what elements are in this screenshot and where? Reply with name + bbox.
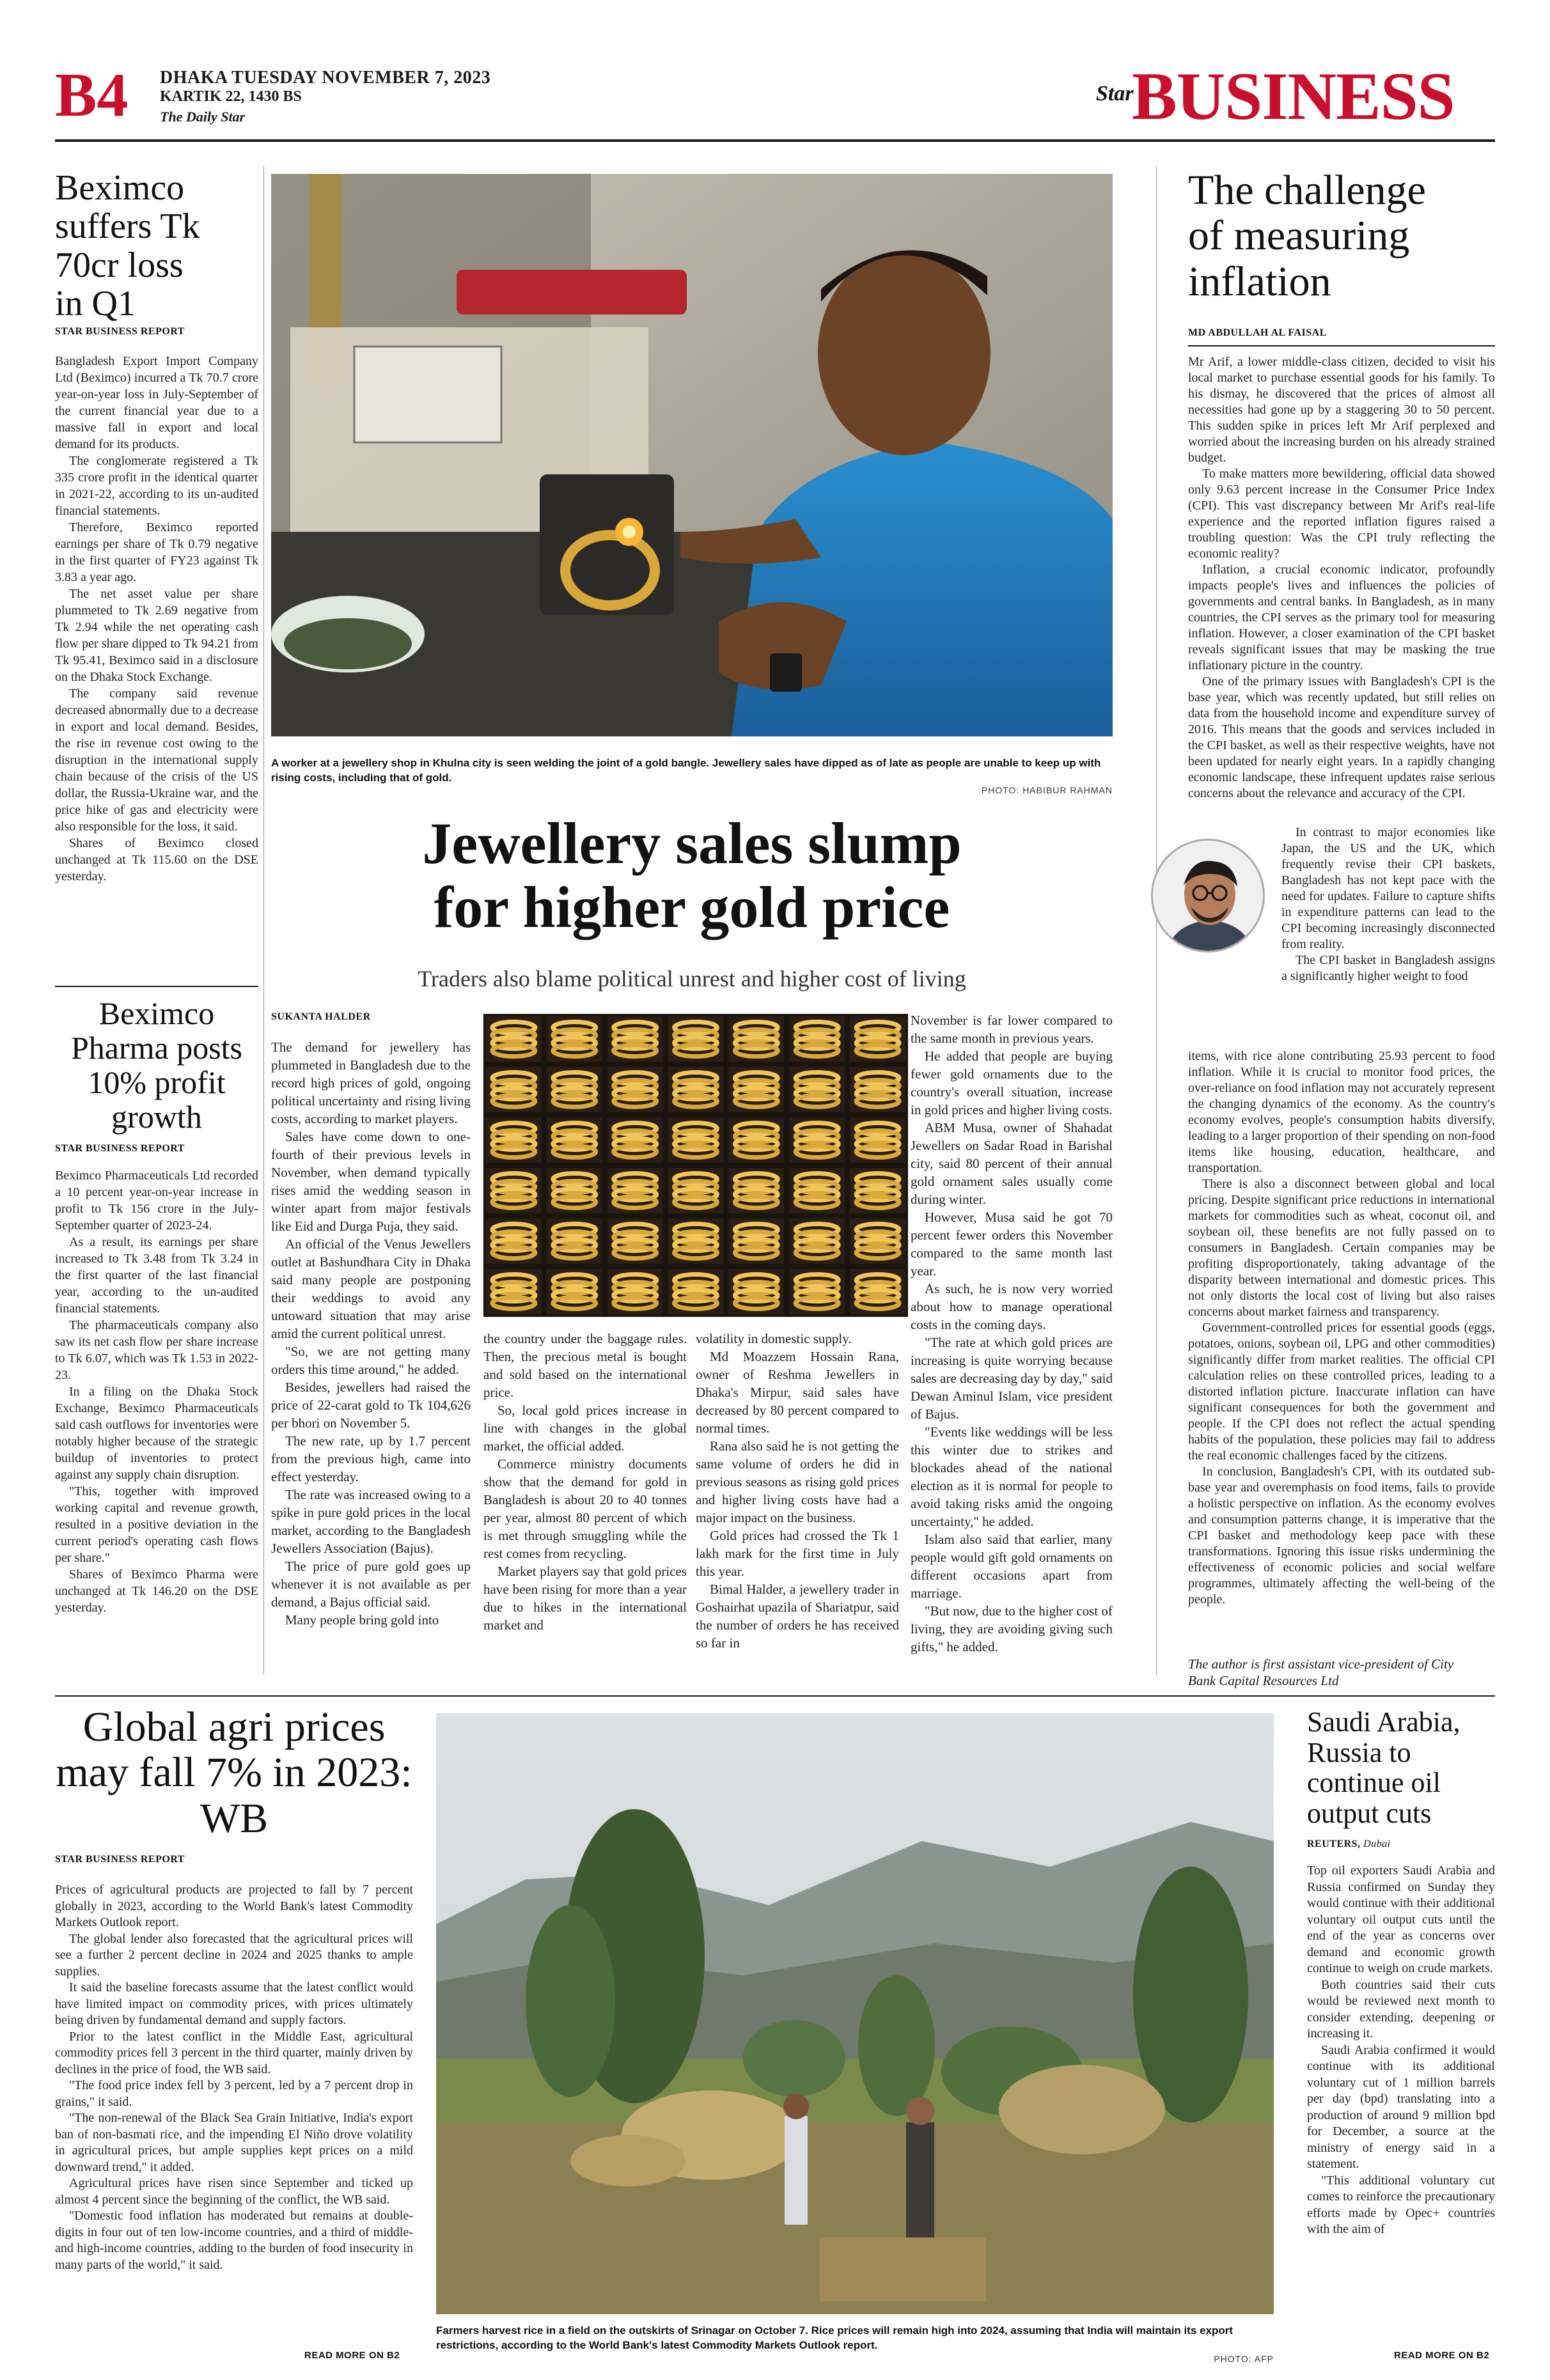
agri-read-more[interactable]: READ MORE ON B2 (304, 2350, 400, 2361)
bangle-stack (789, 1269, 845, 1314)
bangle-stack (486, 1218, 542, 1264)
bangle-stack (850, 1168, 905, 1213)
bangle-stack (547, 1168, 602, 1213)
paragraph: November is far lower compared to the same month in previous years. (911, 1013, 1113, 1046)
paragraph: "The rate at which gold prices are increasing is quite worrying because sales are decreasing day by day," said Dewan Aminul Islam, vice president of Bajus. (911, 1335, 1113, 1422)
paragraph: Inflation, a crucial economic indicator, profoundly impacts people's lives and influences the policies of governments and central banks. In Bangladesh, as in many countries, the CPI serves as the primary tool for measuring inflation. However, a closer examination of the CPI basket reveals significant issues that may be masking the true inflationary picture in the country. (1188, 563, 1495, 673)
bangle-stack (728, 1067, 784, 1112)
section-rule (55, 1695, 1495, 1697)
paragraph: As such, he is now very worried about how to manage operational costs in the coming days. (911, 1281, 1113, 1332)
bangle-stack (486, 1168, 542, 1213)
paragraph: Rana also said he is not getting the same volume of orders he did in previous seasons as rising gold prices and higher living costs have had a major impact on the business. (696, 1438, 899, 1525)
jewellery-col2 (483, 1330, 687, 1634)
bangle-stack (850, 1218, 905, 1264)
bangle-stack (668, 1168, 724, 1213)
dateline: DHAKA TUESDAY NOVEMBER 7, 2023 (160, 68, 491, 88)
bangle-stack (607, 1269, 663, 1314)
masthead-rule (55, 139, 1495, 142)
paragraph: The demand for jewellery has plummeted in Bangladesh due to the record high prices of gold, ongoing political uncertainty and rising living costs, according to market players. (271, 1039, 471, 1126)
paragraph: Many people bring gold into (285, 1612, 439, 1628)
paragraph: In conclusion, Bangladesh's CPI, with its outdated sub-base year and overemphasis on food items, fails to provide a holistic perspective on inflation. As the economy evolves and consumption patterns change, it is imperative that the CPI basket and methodology keep pace with these transformations. Ignoring this issue risks undermining the effectiveness of economic policies and social welfare programmes, ultimately affecting the well-being of the people. (1188, 1465, 1495, 1606)
author-portrait (1153, 841, 1265, 953)
jewellery-headline-line1: Jewellery sales slump (422, 811, 962, 876)
rice-harvest-photo (436, 1713, 1274, 2314)
bangle-stack (668, 1117, 724, 1163)
bangle-stack (850, 1067, 905, 1112)
bangle-stack (728, 1269, 784, 1314)
pharma-headline: Beximco Pharma posts 10% profit growth (70, 995, 243, 1135)
paragraph: ABM Musa, owner of Shahadat Jewellers on Sadar Road in Barishal city, said 80 percent of their annual gold ornament sales usually come during winter. (911, 1120, 1113, 1207)
paragraph: "Domestic food inflation has moderated but remains at double-digits in four out of ten low-income countries, and a third of middle- and high-income countries, adding to the burden of food insecurity in many parts of the world," it said. (55, 2209, 413, 2272)
bangle-stack (668, 1016, 724, 1062)
gold-bangles-photo (483, 1014, 908, 1317)
page-label: B4 (55, 61, 129, 130)
paragraph: Islam also said that earlier, many people would gift gold ornaments on different occasions apart from marriage. (911, 1532, 1113, 1601)
bangle-stack (728, 1117, 784, 1163)
jewellery-photo-caption: A worker at a jewellery shop in Khulna city is seen welding the joint of a gold bangle. Jewellery sales have dipped as of late as people are unable to keep up with rising costs, including that of gold. (271, 757, 1101, 784)
paragraph: One of the primary issues with Bangladesh's CPI is the base year, which was recently updated, but still relies on data from the household income and expenditure survey of 2016. This means that the goods and services included in the CPI basket, as well as their respective weights, have not been updated for nearly eight years. In a rapidly changing economic landscape, these infrequent updates raise serious concerns about the relevance and accuracy of the CPI. (1188, 674, 1495, 800)
harvest-photo-credit: PHOTO: AFP (1214, 2354, 1274, 2364)
bangle-stack (789, 1117, 845, 1163)
star-logo: Star (1096, 82, 1134, 105)
bangle-stack (789, 1218, 845, 1264)
bangle-stack (668, 1067, 724, 1112)
beximco-body (55, 353, 258, 885)
paragraph: Top oil exporters Saudi Arabia and Russia confirmed on Sunday they would continue with their additional voluntary oil output cuts until the end of the year as concerns over demand and economic growth continue to weigh on crude markets. (1307, 1863, 1495, 1975)
inflation-body-wrap (1281, 825, 1495, 984)
bangle-stack (607, 1067, 663, 1112)
bangle-stack (607, 1218, 663, 1264)
paragraph: In contrast to major economies like Japan, the US and the UK, which frequently revise their CPI baskets, Bangladesh has not kept pace with the need for updates. Failure to capture shifts in expenditure patterns can lead to the CPI becoming increasingly disconnected from reality. (1281, 825, 1495, 951)
bangle-stack (547, 1016, 602, 1062)
paragraph: The company said revenue decreased abnormally due to a decrease in export and local demand. Besides, the rise in revenue cost owing to the disruption in the international supply chain because of the crisis of the US dollar, the Russia-Ukraine war, and the price hike of gas and electricity were also responsible for the loss, it said. (55, 687, 258, 834)
paragraph: Besides, jewellers had raised the price of 22-carat gold to Tk 104,626 per bhori on November 5. (271, 1380, 471, 1431)
paper-name: The Daily Star (160, 109, 246, 125)
paragraph: "So, we are not getting many orders this time around," he added. (271, 1344, 471, 1377)
paragraph: An official of the Venus Jewellers outlet at Bashundhara City in Dhaka said many people are postponing their weddings to avoid any untoward situation that may arise amid the current political unrest. (271, 1236, 471, 1341)
jewellery-worker-photo (271, 174, 1113, 736)
column-rule (263, 166, 264, 1675)
bangles-illustration (483, 1014, 908, 1317)
paragraph: Beximco Pharmaceuticals Ltd recorded a 10 percent year-on-year increase in profit to Tk 156 crore in the July-September quarter of 2023-24. (55, 1169, 258, 1233)
paragraph: Bangladesh Export Import Company Ltd (Beximco) incurred a Tk 70.7 crore year-on-year loss in July-September of the current financial year due to a massive fall in export and local demand for its products. (55, 354, 258, 451)
pharma-byline: STAR BUSINESS REPORT (55, 1143, 185, 1154)
saudi-agency: REUTERS, (1307, 1839, 1361, 1849)
jewellery-col4 (911, 1011, 1113, 1656)
paragraph: Mr Arif, a lower middle-class citizen, decided to visit his local market to purchase essential goods for his family. To his dismay, he discovered that the prices of almost all necessities had gone up by a staggering 30 to 50 percent. This sudden spike in prices left Mr Arif perplexed and worried about the increasing burden on his already strained budget. (1188, 355, 1495, 465)
paragraph: Sales have come down to one-fourth of their previous levels in November, when demand typically rises amid the wedding season in winter apart from major festivals like Eid and Durga Puja, they said. (271, 1129, 471, 1234)
paragraph: "Events like weddings will be less this winter due to strikes and blockades ahead of the national election as it is normal for people to avoid taking risks amid the ongoing uncertainty," he added. (911, 1424, 1113, 1529)
jewellery-subhead: Traders also blame political unrest and higher cost of living (418, 966, 966, 992)
agri-byline: STAR BUSINESS REPORT (55, 1854, 185, 1865)
paragraph: "The food price index fell by 3 percent, led by a 7 percent drop in grains," it said. (55, 2078, 413, 2109)
paragraph: Government-controlled prices for essential goods (eggs, potatoes, onions, soybean oil, LPG and other commodities) significantly differ from market realities. The official CPI calculation relies on these controlled prices, leading to a distorted inflation picture. Inaccurate inflation can have significant consequences for both the government and people. If the CPI does not reflect the actual spending habits of the population, these policies may fail to address the real economic challenges faced by the citizens. (1188, 1321, 1495, 1463)
paragraph: Both countries said their cuts would be reviewed next month to consider extending, deepening or increasing it. (1307, 1977, 1495, 2041)
inflation-body-bottom (1188, 1048, 1495, 1608)
inflation-headline: The challenge of measuring inflation (1188, 167, 1426, 305)
paragraph: Commerce ministry documents show that the demand for gold in Bangladesh is about 20 to 40 tonnes per year, almost 80 percent of which is met through smuggling while the rest comes from recycling. (483, 1456, 687, 1561)
paragraph: There is also a disconnect between global and local pricing. Despite significant price reductions in international markets for commodities such as wheat, coconut oil, and soybean oil, these benefits are not fully passed on to consumers in Bangladesh. Certain companies may be profiting disproportionately, taking advantage of the disparity between international and domestic prices. This not only distorts the local cost of living but also raises concerns about market fairness and transparency. (1188, 1177, 1495, 1319)
paragraph: The net asset value per share plummeted to Tk 2.69 negative from Tk 2.94 while the net operating cash flow per share dipped to Tk 94.21 from Tk 95.41, Beximco said in a disclosure on the Dhaka Stock Exchange. (55, 587, 258, 684)
paragraph: The pharmaceuticals company also saw its net cash flow per share increase to Tk 6.07, which was Tk 1.53 in 2022-23. (55, 1318, 258, 1382)
inflation-byline: MD ABDULLAH AL FAISAL (1188, 327, 1327, 338)
paragraph: Shares of Beximco Pharma were unchanged at Tk 146.20 on the DSE yesterday. (55, 1567, 258, 1615)
bangle-stack (607, 1168, 663, 1213)
bangle-stack (728, 1168, 784, 1213)
bangle-stack (668, 1218, 724, 1264)
section-title: BUSINESS (1132, 59, 1455, 134)
pharma-body (55, 1167, 258, 1616)
author-avatar (1151, 839, 1265, 953)
harvest-photo-caption: Farmers harvest rice in a field on the outskirts of Srinagar on October 7. Rice prices will remain high into 2024, assuming that India will maintain its export restrictions, according to the World Bank's latest Commodity Markets Outlook report. (436, 2324, 1233, 2351)
paragraph: items, with rice alone contributing 25.93 percent to food inflation. While it is crucial to monitor food prices, the over-reliance on food inflation may not accurately represent the changing dynamics of the economy. As the country's economy evolves, people's consumption habits diversify, leading to a larger proportion of their spending on non-food items like housing, education, healthcare, and transportation. (1188, 1049, 1495, 1175)
paragraph: In a filing on the Dhaka Stock Exchange, Beximco Pharmaceuticals said cash outflows for inventories were notably higher because of the strategic buildup of inventories to protect against any supply chain disruption. (55, 1385, 258, 1482)
bangle-stack (486, 1269, 542, 1314)
agri-body (55, 1882, 413, 2273)
bangle-stack (789, 1016, 845, 1062)
jewellery-photo-credit: PHOTO: HABIBUR RAHMAN (981, 785, 1113, 795)
divider (1188, 345, 1495, 346)
bangle-stack (486, 1016, 542, 1062)
paragraph: To make matters more bewildering, official data showed only 9.63 percent increase in the Consumer Price Index (CPI). This vast discrepancy between Mr Arif's real-life experience and the reported inflation figures raised a troubling question: Was the CPI truly reflecting the economic reality? (1188, 467, 1495, 561)
paragraph: So, local gold prices increase in line with changes in the global market, the official added. (483, 1403, 687, 1454)
paragraph: "This additional voluntary cut comes to reinforce the precautionary efforts made by Opec+ countries with the aim of (1307, 2173, 1495, 2236)
paragraph: However, Musa said he got 70 percent fewer orders this November compared to the same month last year. (911, 1209, 1113, 1279)
saudi-headline: Saudi Arabia, Russia to continue oil output cuts (1307, 1706, 1460, 1829)
bangle-stack (547, 1067, 602, 1112)
jewellery-col1 (271, 1038, 471, 1629)
saudi-byline (1307, 1839, 1391, 1850)
jewellery-headline-line2: for higher gold price (434, 875, 950, 940)
bangle-stack (850, 1117, 905, 1163)
paragraph: The CPI basket in Bangladesh assigns a significantly higher weight to food (1281, 953, 1495, 983)
paragraph: Prices of agricultural products are projected to fall by 7 percent globally in 2023, according to the World Bank's latest Commodity Markets Outlook report. (55, 1883, 413, 1929)
paragraph: The rate was increased owing to a spike in pure gold prices in the local market, according to the Bangladesh Jewellers Association (Bajus). (271, 1487, 471, 1556)
paragraph: Shares of Beximco closed unchanged at Tk 115.60 on the DSE yesterday. (55, 836, 258, 883)
bangla-date: KARTIK 22, 1430 BS (160, 88, 302, 105)
harvest-illustration (436, 1713, 1274, 2314)
paragraph: It said the baseline forecasts assume that the latest conflict would have limited impact on commodity prices, with prices ultimately being driven by fundamental demand and supply factors. (55, 1980, 413, 2027)
bangle-stack (789, 1067, 845, 1112)
paragraph: Saudi Arabia confirmed it would continue with its additional voluntary cut of 1 million barrels per day (bpd) translating into a production of around 9 million bpd for December, a source at the ministry of energy said in a statement. (1307, 2042, 1495, 2171)
paragraph: the country under the baggage rules. Then, the precious metal is bought and sold based on the international price. (483, 1331, 687, 1400)
saudi-body (1307, 1863, 1495, 2238)
paragraph: The conglomerate registered a Tk 335 crore profit in the identical quarter in 2021-22, according to its un-audited financial statements. (55, 454, 258, 518)
bangle-stack (547, 1117, 602, 1163)
paragraph: Market players say that gold prices have been rising for more than a year due to hikes in the international market and (483, 1564, 687, 1633)
paragraph: Prior to the latest conflict in the Middle East, agricultural commodity prices fell 3 percent in the third quarter, mainly driven by declines in the price of food, the WB said. (55, 2029, 413, 2076)
bangle-stack (486, 1117, 542, 1163)
paragraph: The price of pure gold goes up whenever it is not available as per demand, a Bajus official said. (271, 1559, 471, 1610)
agri-headline: Global agri prices may fall 7% in 2023: WB (56, 1704, 412, 1842)
saudi-read-more[interactable]: READ MORE ON B2 (1394, 2350, 1490, 2361)
bangle-stack (728, 1016, 784, 1062)
paragraph: Therefore, Beximco reported earnings per share of Tk 0.79 negative in the first quarter of FY23 against Tk 3.83 a year ago. (55, 520, 258, 584)
beximco-headline: Beximco suffers Tk 70cr loss in Q1 (55, 168, 200, 324)
saudi-dateline: Dubai (1363, 1839, 1391, 1849)
beximco-byline: STAR BUSINESS REPORT (55, 326, 185, 337)
bangle-stack (850, 1269, 905, 1314)
bangle-stack (668, 1269, 724, 1314)
paragraph: "This, together with improved working capital and revenue growth, resulted in a positive deviation in the current period's operating cash flows per share." (55, 1484, 258, 1565)
bangle-stack (850, 1016, 905, 1062)
welding-photo-illustration (271, 174, 1113, 736)
paragraph: "The non-renewal of the Black Sea Grain Initiative, India's export ban of non-basmati rice, and the impending El Niño drove volatility in agricultural prices, but ample supplies kept prices on a mild downward trend," it added. (55, 2111, 413, 2174)
jewellery-byline: SUKANTA HALDER (271, 1011, 371, 1022)
paragraph: Agricultural prices have risen since September and ticked up almost 4 percent since the beginning of the conflict, the WB said. (55, 2176, 413, 2207)
bangle-stack (607, 1016, 663, 1062)
paragraph: Md Moazzem Hossain Rana, owner of Reshma Jewellers in Dhaka's Mirpur, said sales have decreased by 80 percent compared to normal times. (696, 1349, 899, 1436)
paragraph: Bimal Halder, a jewellery trader in Goshairhat upazila of Shariatpur, said the number of orders he has received so far in (696, 1582, 899, 1651)
bangle-stack (547, 1218, 602, 1264)
paragraph: As a result, its earnings per share increased to Tk 3.48 from Tk 3.24 in the first quarter of the last financial year, according to the un-audited financial statements. (55, 1235, 258, 1316)
author-note: The author is first assistant vice-president of City Bank Capital Resources Ltd (1188, 1656, 1454, 1688)
bangle-stack (607, 1117, 663, 1163)
paragraph: volatility in domestic supply. (696, 1331, 852, 1346)
bangle-stack (728, 1218, 784, 1264)
jewellery-col3 (696, 1330, 899, 1652)
paragraph: "But now, due to the higher cost of living, they are avoiding giving such gifts," he added. (911, 1603, 1113, 1654)
paragraph: Gold prices had crossed the Tk 1 lakh mark for the first time in July this year. (696, 1528, 899, 1579)
bangle-stack (486, 1067, 542, 1112)
bangle-stack (789, 1168, 845, 1213)
paragraph: He added that people are buying fewer gold ornaments due to the country's overall situation, increase in gold prices and higher living costs. (911, 1048, 1113, 1117)
bangle-stack (547, 1269, 602, 1314)
paragraph: The new rate, up by 1.7 percent from the previous high, came into effect yesterday. (271, 1433, 471, 1484)
divider (55, 986, 258, 987)
paragraph: The global lender also forecasted that the agricultural prices will see a further 2 percent decline in 2024 and 2025 thanks to ample supplies. (55, 1931, 413, 1979)
inflation-body-top (1188, 354, 1495, 802)
